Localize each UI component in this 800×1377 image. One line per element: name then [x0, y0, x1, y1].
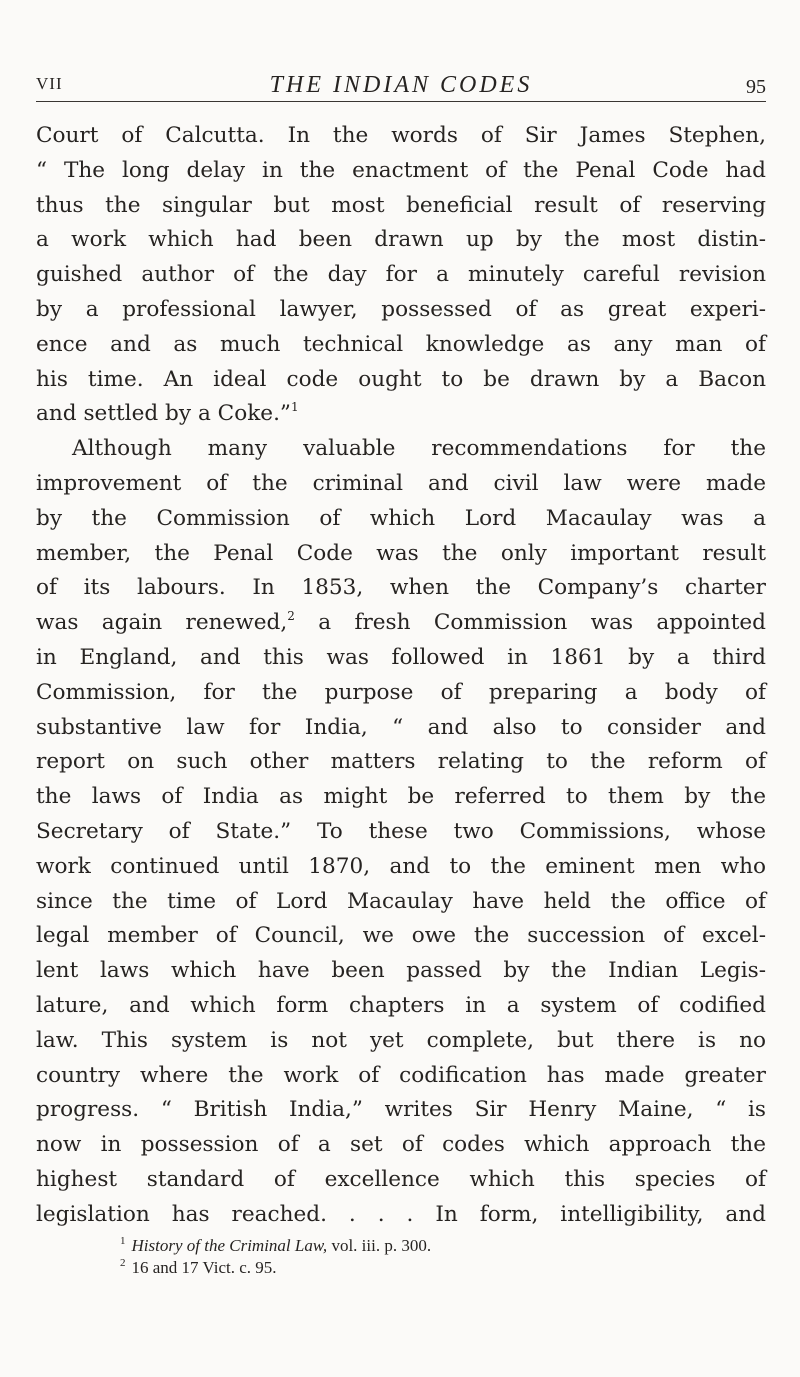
text-line: now in possession of a set of codes which approach the	[36, 1132, 766, 1158]
footnote-number: 1	[120, 1235, 126, 1247]
text-line: of its labours. In 1853, when the Company’s charter	[36, 575, 766, 601]
text-line: legal member of Council, we owe the succession of excel-	[36, 923, 766, 949]
text-line: a work which had been drawn up by the most distin-	[36, 227, 766, 253]
text-line: highest standard of excellence which this species of	[36, 1166, 766, 1192]
text-line: Although many valuable recommendations for the	[72, 436, 766, 462]
text-line: lature, and which form chapters in a system of codified	[36, 992, 766, 1018]
text-fragment: a fresh Commission was appointed	[318, 610, 766, 636]
footnote-number: 2	[120, 1257, 126, 1269]
text-line: country where the work of codification has made greater	[36, 1062, 766, 1088]
text-line: by the Commission of which Lord Macaulay was a	[36, 505, 766, 531]
header-rule	[36, 101, 766, 102]
footnote-mark: 1	[290, 400, 299, 415]
text-line: progress. “ British India,” writes Sir Henry Maine, “ is	[36, 1097, 766, 1123]
text-line	[36, 397, 766, 432]
page-number: 95	[746, 76, 766, 98]
body-text	[36, 119, 766, 1233]
running-head	[36, 72, 766, 102]
page-title: THE INDIAN CODES	[269, 72, 533, 98]
text-line: guished author of the day for a minutely careful revision	[36, 262, 766, 288]
text-fragment: was again renewed,	[36, 610, 288, 636]
text-line: Court of Calcutta. In the words of Sir James Stephen,	[36, 123, 766, 148]
chapter-number: VII	[36, 74, 63, 93]
text-line: “ The long delay in the enactment of the Penal Code had	[36, 157, 766, 183]
text-line: improvement of the criminal and civil law were made	[36, 470, 766, 496]
footnote-mark: 2	[287, 609, 295, 624]
footnotes	[36, 1235, 766, 1279]
text-line: ence and as much technical knowledge as any man of	[36, 331, 766, 357]
text-line: the laws of India as might be referred to them by the	[36, 784, 766, 810]
text-line: thus the singular but most beneficial result of reserving	[36, 192, 766, 218]
footnote-title: History of the Criminal Law,	[131, 1236, 328, 1255]
text-line: work continued until 1870, and to the eminent men who	[36, 853, 766, 879]
text-line: since the time of Lord Macaulay have held the office of	[36, 888, 766, 914]
text-line: legislation has reached. . . . In form, intelligibility, and	[36, 1201, 766, 1227]
text-line: report on such other matters relating to the reform of	[36, 749, 766, 775]
text-line	[36, 606, 766, 641]
text-line: member, the Penal Code was the only important result	[36, 540, 766, 566]
text-line: Secretary of State.” To these two Commissions, whose	[36, 818, 766, 844]
text-line: by a professional lawyer, possessed of as great experi-	[36, 296, 766, 322]
text-line: substantive law for India, “ and also to consider and	[36, 714, 766, 740]
text-fragment: and settled by a Coke.”	[36, 401, 291, 427]
footnote	[36, 1235, 766, 1257]
footnote	[36, 1257, 766, 1279]
text-line: law. This system is not yet complete, but there is no	[36, 1027, 766, 1053]
footnote-text: 16 and 17 Vict. c. 95.	[131, 1258, 277, 1277]
text-line: his time. An ideal code ought to be drawn by a Bacon	[36, 366, 766, 392]
footnote-text: vol. iii. p. 300.	[327, 1236, 432, 1255]
text-line: lent laws which have been passed by the Indian Legis-	[36, 958, 766, 984]
text-line: in England, and this was followed in 1861 by a third	[36, 644, 766, 670]
text-line: Commission, for the purpose of preparing a body of	[36, 679, 766, 705]
